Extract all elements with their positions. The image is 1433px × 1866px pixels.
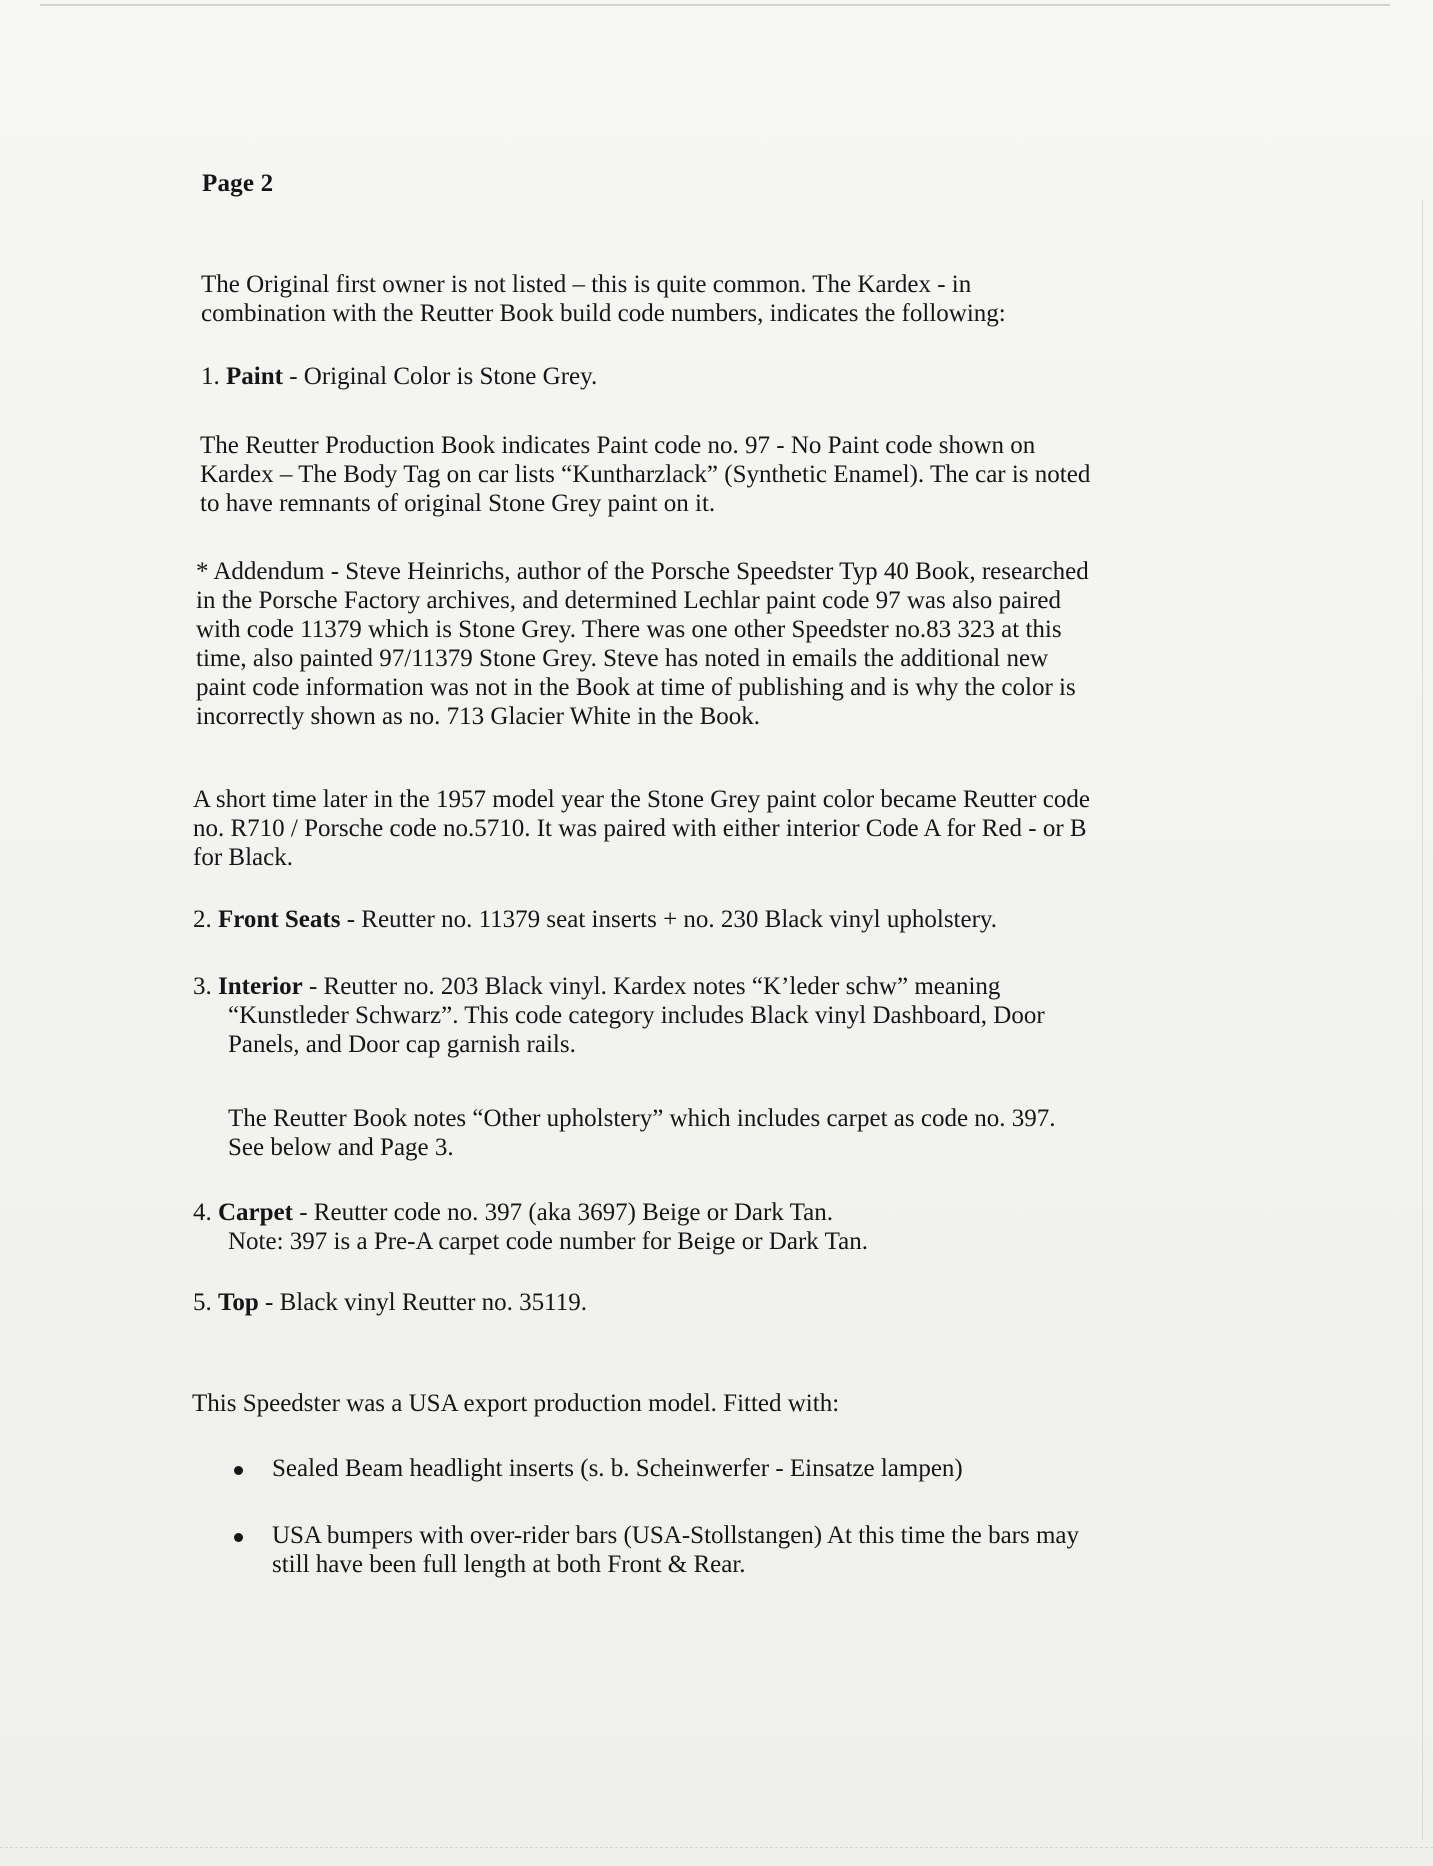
- interior-title: Interior: [218, 973, 303, 1000]
- front-seats-text: - Reutter no. 11379 seat inserts + no. 230 Black vinyl upholstery.: [340, 906, 998, 933]
- bullet-icon: [234, 1533, 243, 1542]
- export-paragraph: This Speedster was a USA export production model. Fitted with:: [192, 1390, 840, 1417]
- addendum-line-5: paint code information was not in the Book at time of publishing and is why the color is: [196, 674, 1076, 701]
- top-edge-line: [40, 4, 1390, 6]
- paint-item-text: - Original Color is Stone Grey.: [282, 363, 598, 390]
- bullet-item-headlights: [234, 1454, 1134, 1486]
- model-year-paragraph: [193, 785, 1233, 872]
- model-year-line-1: A short time later in the 1957 model year the Stone Grey paint color became Reutter code: [193, 786, 1090, 813]
- bullet-bumpers-line-1: USA bumpers with over-rider bars (USA-Stollstangen) At this time the bars may: [272, 1522, 1080, 1549]
- interior-item: [193, 972, 1243, 1059]
- carpet-number: 4.: [193, 1199, 212, 1226]
- front-seats-title: Front Seats: [218, 906, 341, 933]
- front-seats-number: 2.: [193, 906, 212, 933]
- interior-line-3: Panels, and Door cap garnish rails.: [228, 1031, 576, 1058]
- bullet-item-bumpers: [234, 1521, 1234, 1583]
- bullet-text-headlights: Sealed Beam headlight inserts (s. b. Scheinwerfer - Einsatze lampen): [272, 1455, 963, 1482]
- reutter-paint-line-1: The Reutter Production Book indicates Paint code no. 97 - No Paint code shown on: [200, 432, 1036, 459]
- right-page-edge: [1422, 200, 1433, 1840]
- bottom-page-edge: [0, 1847, 1433, 1866]
- upholstery-note-line-2: See below and Page 3.: [228, 1134, 454, 1161]
- interior-line-1: [193, 972, 1243, 1001]
- reutter-paint-paragraph: [200, 431, 1250, 518]
- addendum-line-3: with code 11379 which is Stone Grey. There was one other Speedster no.83 323 at this: [196, 616, 1062, 643]
- intro-paragraph: [201, 270, 1201, 328]
- intro-line-1: The Original first owner is not listed – this is quite common. The Kardex - in: [201, 271, 972, 298]
- top-title: Top: [218, 1289, 259, 1316]
- top-text: - Black vinyl Reutter no. 35119.: [258, 1289, 587, 1316]
- reutter-paint-line-2: Kardex – The Body Tag on car lists “Kuntharzlack” (Synthetic Enamel). The car is noted: [200, 461, 1091, 488]
- addendum-line-6: incorrectly shown as no. 713 Glacier White in the Book.: [196, 703, 760, 730]
- model-year-line-3: for Black.: [193, 844, 293, 871]
- interior-text: - Reutter no. 203 Black vinyl. Kardex notes “K’leder schw” meaning: [302, 973, 1001, 1000]
- bullet-icon: [234, 1466, 243, 1475]
- bullet-bumpers-line-2: still have been full length at both Front & Rear.: [272, 1551, 746, 1578]
- page-number-label: Page 2: [202, 170, 274, 197]
- interior-number: 3.: [193, 973, 212, 1000]
- paint-item-title: Paint: [226, 363, 283, 390]
- upholstery-note-line-1: The Reutter Book notes “Other upholstery” which includes carpet as code no. 397.: [228, 1105, 1056, 1132]
- carpet-item: [193, 1198, 1193, 1256]
- front-seats-item: [193, 905, 997, 935]
- paint-item-number: 1.: [201, 363, 220, 390]
- model-year-line-2: no. R710 / Porsche code no.5710. It was paired with either interior Code A for Red - or B: [193, 815, 1087, 842]
- addendum-line-1: * Addendum - Steve Heinrichs, author of the Porsche Speedster Typ 40 Book, researched: [196, 558, 1089, 585]
- top-number: 5.: [193, 1289, 212, 1316]
- carpet-line-1: [193, 1198, 1193, 1227]
- carpet-line-2: Note: 397 is a Pre-A carpet code number for Beige or Dark Tan.: [228, 1228, 868, 1255]
- bullet-text-bumpers: [272, 1521, 1079, 1579]
- addendum-line-4: time, also painted 97/11379 Stone Grey. Steve has noted in emails the additional new: [196, 645, 1049, 672]
- paint-item: [201, 362, 597, 392]
- carpet-text: - Reutter code no. 397 (aka 3697) Beige or Dark Tan.: [292, 1199, 833, 1226]
- intro-line-2: combination with the Reutter Book build code numbers, indicates the following:: [201, 300, 1006, 327]
- top-item: [193, 1288, 587, 1318]
- reutter-paint-line-3: to have remnants of original Stone Grey paint on it.: [200, 490, 716, 517]
- upholstery-note: [228, 1104, 1238, 1162]
- carpet-title: Carpet: [218, 1199, 293, 1226]
- addendum-paragraph: [196, 557, 1216, 731]
- interior-line-2: “Kunstleder Schwarz”. This code category includes Black vinyl Dashboard, Door: [228, 1002, 1045, 1029]
- addendum-line-2: in the Porsche Factory archives, and determined Lechlar paint code 97 was also paired: [196, 587, 1061, 614]
